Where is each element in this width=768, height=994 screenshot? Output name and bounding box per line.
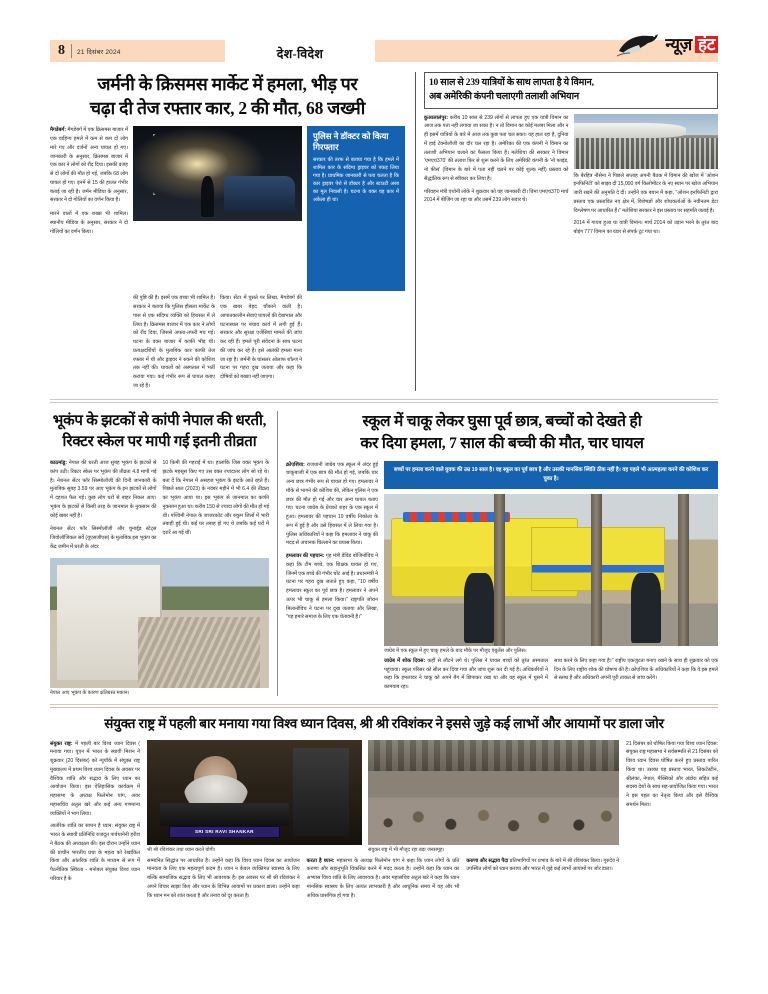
plane-headline-line2: अब अमेरिकी कंपनी चलाएगी तलाशी अभियान — [429, 92, 579, 103]
germany-col-1 — [50, 126, 128, 390]
un-col4-body: प्रतिभागियों पर प्रभाव के बारे में श्री रविशंकर किया। गुरुदेव ने उपस्थित लोगों को ध्यान कराया और भारत में जुड़े कई लाभों आयामों पर जोर डाला। — [466, 857, 620, 873]
un-col3-text — [307, 857, 460, 901]
nepal-col1-text — [50, 459, 157, 520]
plane-headline — [429, 76, 713, 105]
masthead — [50, 34, 718, 66]
plane-photo — [574, 114, 719, 169]
story-nepal — [50, 411, 278, 696]
plane-col2-body: कि बेरहित्र नौसेना ने पिछले सप्ताह अपनी बैठक में विमान की खोज में 'ओशन इनफिनिटी' को साझा दी 15,000 वर्ग किलोमीटर के नए स्थान पर खोज अभियान जारी रखने की अनुमति दे दी। उन्होंने एक बयान में कहा, "ओशन इनफिनिटी द्वारा प्रस्ताव एक प्रस्तावित नए क्षेत्र में, विशेषज्ञों और शोधकर्ताओं के नवीनतम डेटा विश्लेषण पर आधारित हैं।" मलेशिया सरकार ने इस प्रस्ताव पर सहमति जताई है। — [573, 172, 718, 214]
story-germany — [50, 72, 405, 391]
plane-col2-body-b: 2014 में गायब हुआ था यात्री विमान। मार्च 2014 को उड़ान भरने के तुरंत बाद बोइंग 777 विमान का रडार से संपर्क टूट गया था। — [573, 220, 718, 235]
masthead-right — [375, 34, 718, 62]
germany-headline — [50, 72, 405, 120]
un-col1-text — [50, 740, 140, 819]
page-number: 8 — [58, 44, 72, 58]
school-col4-body: साथ करने के लिए कहा गया है।" राष्ट्रीय एकजुटता बनाए रखने के साथ ही शुक्रवार को एक दिन के लिए राष्ट्रीय शोक की घोषणा की है। क्रोएशिया के अधिकारियों ने कहा कि वे इस हमले से स्तब्ध हैं और अधिकारी अपनी पूरी ताकत से जांच करेंगे। — [554, 657, 718, 682]
podium-desk — [160, 803, 289, 826]
un-photo-ravishankar — [147, 740, 362, 845]
un-col-1 — [50, 740, 140, 901]
un-headline: संयुक्त राष्ट्र में पहली बार मनाया गया विश्व ध्यान दिवस, श्री श्री रविशंकर ने इससे जुड़े कई लाभों और आयामों पर डाला जोर — [104, 715, 664, 731]
school-fact-strip: बच्चों पर हमला करने वाले युवक की उम्र 19 साल है। वह स्कूल का पूर्व छात्र है और उसकी मानसिक स्थिति ठीक नहीं है। वह पहले भी आत्महत्या करने की कोशिश कर चुका है। — [384, 461, 718, 489]
nepal-headline — [50, 411, 269, 454]
germany-headline-line1: जर्मनी के क्रिसमस मार्केट में हमला, भीड़ पर — [97, 74, 358, 94]
un-col1-text-b: आतंरिक शांति का साधन है ध्यान: संयुक्त राष्ट्र में भारत के स्थायी प्रतिनिधि राजदूत पार्वथानेनी हरीश ने बैठक की अध्यक्षता की। इस दौरान उन्होंने ध्यान की प्राचीन भारतीय प्रथा के महत्व को रेखांकित किया और आंतरिक शांति के माध्यम से रूप में पैठनीतिक स्थिरता - मनोबल संयुक्त विश्व ध्यान परिवार है के — [50, 823, 140, 882]
un-col2-body: सम्मानित सिद्धांत पर आधारित है। उन्होंने कहा कि विश्व ध्यान दिवस का आयोजन मानवता के लिए एक महत्वपूर्ण कदम है। ध्यान न केवल व्यक्तिगत स्वास्थ्य के लिए बल्कि सामाजिक सद्भाव के लिए भी आवश्यक है। इस अवसर पर श्री श्री रविशंकर ने अपने विचार साझा किए और ध्यान के विभिन्न आयामों पर प्रकाश डाला। उन्होंने कहा कि ध्यान मन को शांत करता है और तनाव को दूर करता है। — [147, 857, 300, 899]
germany-dateline: मैगडेबर्ग: — [50, 127, 67, 134]
plane-col-2 — [574, 114, 719, 237]
police-officer — [201, 176, 215, 218]
callout-body: सरकार की तरफ से बताया गया है कि हमले में शामिल कार के संदिग्ध ड्राइवर को पकड़ लिया गया है। प्राथमिक जानकारी से पता चलता है कि कार ड्राइवर पेशे से डॉक्टर है और स्टाउटी अरब का मूल निवासी है। घटना के वक्त वह कार में अकेला ही था। — [313, 156, 399, 203]
plane-col1-text-b: परिवहन मंत्री एंथोनी लोके ने शुक्रवार को यह जानकारी दी। विमा एमएच370 मार्च 2014 में बीजिंग जा रहा था और उसमें 239 लोग सवार थे। — [424, 188, 569, 204]
school-col2-body: गृह मंत्री डेविड बोजिनोविच ने कहा कि टीम बच्चे, एक शिक्षक घायल हो गए, जिनमें एक बच्चे की गंभीर चोट आई है। प्रधानमंत्री ने घटना पर गहरा दुख जताते हुए कहा, "10 वर्षीय हमलावर स्कूल का पूर्व छात्र है। हमलावर ने अपने ऊपर भी चाकू से हमला किया।" राष्ट्रपति जोरान मिलानोविच ने घटना पर दुख जताया और लिखा, "यह हमारे समाज के लिए एक चेतावनी है।" — [286, 553, 378, 621]
school-col3-body: कहीं से लौटने लगे थे। पुलिस ने घायल बच्चों को तुरंत अस्पताल पहुंचाया। स्कूल परिसर को सील कर दिया गया और जांच शुरू कर दी गई है। अधिकारियों ने कहा कि हमलावर ने चाकू को अपने बैग में छिपाकर रखा था और वह स्कूल में घुसने में कामयाब रहा। — [384, 657, 549, 691]
un-col5-body: 21 दिसंबर को घोषित किया गया विश्व ध्यान दिवस: संयुक्त राष्ट्र महासभा ने सर्वसम्मति से 21 दिसंबर को विश्व ध्यान दिवस घोषित करने हुए प्रस्ताव पारित किया था। उसका यह प्रस्ताव भारत, लिकटेंस्टीन, श्रीलंका, नेपाल, मैक्सिको और अंडोरा सहित कई सदस्य देशों के साथ सह-प्रायोजित किया गया। भारत ने इस पहल का नेतृत्व किया और इसे वैश्विक समर्थन मिला। — [626, 740, 718, 808]
nepal-col-1 — [50, 459, 157, 552]
un-col-5 — [626, 740, 718, 901]
plane-headline-box — [424, 72, 718, 109]
school-dateline: क्रोएशिया: — [286, 461, 305, 468]
divider-2b — [50, 707, 718, 708]
un-col3-body: महासभा के अध्यक्ष फिलेमोन यांग ने कहा कि ध्यान लोगों के प्रति करुणा और सहानुभूति विकसित करने में मदद करता है। उन्होंने कहा कि ध्यान का अभ्यास विश्व शांति के लिए आवश्यक है। अवर महासचिव अतुल खरे ने कहा कि ध्यान मानसिक स्वास्थ्य के लिए अत्यंत लाभकारी है और आधुनिक समय में यह और भी अधिक प्रासंगिक हो गया है। — [306, 857, 460, 899]
school-col1-sub — [286, 552, 378, 622]
nepal-photo — [50, 558, 269, 688]
tree-trunk-2 — [591, 494, 602, 646]
plane-headline-line1: 10 साल से 239 यात्रियों के साथ लापता है ये विमान, — [429, 78, 594, 88]
un-col4-subhead: करुणा और सद्भाव पैदा — [466, 857, 509, 864]
school-col1-body: राजधानी जाग्रेब एक स्कूल में अंदर हुई चाकूबाजी में एक छात्र की मौत हो गई, जबकि चार अन्य छात्र गंभीर रूप से घायल हो गए। हमलावर ने मौके से भागने की कोशिश की, लेकिन पुलिस ने एक छात्र की मौत हो गई और चार अन्य घायल बताए गए। घटना जाग्रेब के प्रेचको शहर के एक स्कूल में हुआ। हमलावर की पहचान 19 वर्षीय निकोला के रूप में हुई है और उसे हिरासत में ले लिया गया है। पुलिस अधिकारियों ने कहा कि हमलावर ने चाकू की मदद से अचानक चिल्लाने का प्रयास किया। — [286, 461, 378, 547]
germany-col1-body: मैगडेबर्ग में एक क्रिसमस बाजार में एक वाहिन्य हमले में कम से कम दो लोग मारे गए और दर्जनों अन्य घायल हो गए। जानकारी के अनुसार, क्रिसमस बाजार में एक कार ने लोगों को रौंद दिया। इसकी वजह से दो लोगों की मौत हो गई, जबकि 68 लोग घायल हो गए। इनमें से 15 की हालत गंभीर बताई जा रही है। जर्मन मीडिया के अनुसार, सरकार ने दो गोलियों का वर्णन किया है। — [50, 127, 128, 204]
nepal-caption: नेपाल आए भूकंप के कारण क्षतिग्रस्त मकान। — [50, 689, 130, 696]
section-bottom — [50, 715, 718, 901]
callout-title: पुलिस ने डॉक्टर को किया गिरफ्तार — [313, 131, 389, 152]
divider-1b — [50, 402, 718, 403]
un-caption-right: संयुक्त राष्ट्र में भी मौजूद रहा बड़ा जनसमूह। — [368, 846, 445, 853]
un-photo-audience — [368, 740, 619, 845]
plane-col-1 — [424, 114, 569, 237]
school-caption: जाग्रेब में एक स्कूल में हुए चाकू हमले के बाद मौके पर मौजूद एंबुलेंस और पुलिस। — [384, 647, 527, 654]
un-official-figure — [293, 748, 349, 836]
masthead-left — [50, 40, 225, 62]
germany-col1-text — [50, 126, 128, 205]
police-officer-2 — [631, 573, 661, 643]
un-col1-body: में पहली बार विश्व ध्यान दिवस ( मनाया गया। यूएन में भारत के स्थायी मिशन ने शुक्रवार (20 दिसंबर) को न्यूयॉर्क में संयुक्त राष्ट्र मुख्यालय में प्रथम विश्व ध्यान दिवस के अवसर पर वैश्विक शांति और सद्भाव के लिए ध्यान का आयोजन किया। इस ऐतिहासिक कार्यक्रम में महासभा के अध्यक्ष फिलेमोन यांग, अवर महासचिव अतुल खरे और कई अन्य गणमान्य व्यक्तियों ने भाग लिया। — [50, 740, 140, 817]
school-col3-text — [384, 657, 548, 692]
nepal-headline-line2: रिक्टर स्केल पर मापी गई इतनी तीव्रता — [62, 433, 257, 450]
section-title: देश-विदेश — [276, 46, 324, 61]
nepal-col1-text-b: नेशनल सेंटर फॉर सिस्मोलॉजी और चुनाई्ड स्टेट्स जियोलॉजिकल सर्वे (यूएसजीएस) के मुताबिक इस भूकंप का केंद्र जमीन में धरती के अंदर — [50, 526, 157, 550]
germany-photo — [133, 126, 302, 221]
story-plane — [415, 72, 718, 391]
germany-col1-text-b: मारने वालों में एक शख्स भी शामिल। स्थानीय मीडिया के अनुसार, सरकार ने दो गोलियों का वर्णन किया। — [50, 211, 128, 235]
tree-trunk-3 — [678, 494, 689, 646]
plane-col1-body: करीब 10 साल से 239 लोगों से लापता हुए एक यात्री विमान का आज तक पता नहीं लगाया जा सका है। न तो विमान का कोई मलबा मिला और न ही इसमें यात्रियों के बारे में आज तक कुछ पता चल सका। यह हाल रहा है, दुनिया में हाई टेक्नोलॉजी का दौर चल रहा है। अमेरिका की एक कंपनी ने विमान का तलाशी अभियान चलाने का फैसला किया है। मलेशिया की सरकार ने विमान 'एमएच370' की तलाश फिर से शुरू करने के लिए अमेरिकी कंपनी के 'नो फाइंड, नो फीस' (विमान के बारे में पता नहीं चलने पर कोई शुल्क नहीं) प्रस्ताव को सैद्धांतिक रूप से स्वीकार कर लिया है। — [424, 114, 569, 182]
hound-dog-icon — [617, 29, 663, 59]
police-van — [224, 176, 295, 212]
section-top — [50, 72, 718, 391]
nepal-col1-body: नेपाल की धरती आज सुबह भूकंप के झटकों से कांप उठी। रिक्टर स्केल पर भूकंप की तीव्रता 4.8 मापी गई है। नेशनल सेंटर फॉर सिस्मोलॉजी की दिनी जानकारी के मुताबिक सुबह 3.59 पर आए भूकंप के इन झटकों से लोगों में दहशत फैल गई। कुछ लोग घरों से बाहर निकल आए। भूकंप के झटकों से किसी तरह के जानमाल के नुकसान की कोई खबर नहीं है। — [50, 460, 157, 519]
school-col1-text — [286, 461, 378, 549]
brand-name — [665, 36, 718, 53]
un-col4-text — [466, 857, 619, 901]
school-headline-line2: कर दिया हमला, 7 साल की बच्ची की मौत, चार घायल — [360, 434, 644, 452]
germany-callout-wrap — [307, 126, 405, 291]
school-col-1 — [286, 461, 378, 692]
brand-main: न्यूज़ — [665, 34, 692, 54]
nepal-dateline: काठमांडू: — [50, 460, 67, 467]
nepal-headline-line1: भूकंप के झटकों से कांपी नेपाल की धरती, — [52, 412, 267, 429]
school-headline-line1: स्कूल में चाकू लेकर घुसा पूर्व छात्र, बच्चों को देखते ही — [362, 412, 642, 430]
divider-2 — [50, 704, 718, 705]
un-dateline: संयुक्त राष्ट्र: — [50, 740, 73, 747]
story-school — [286, 411, 718, 696]
section-middle — [50, 411, 718, 696]
brand-logo — [617, 26, 718, 62]
name-plaque: SRI SRI RAVI SHANKAR — [169, 826, 281, 839]
police-officer-1 — [464, 573, 494, 643]
school-subhead-2: जाग्रेब में शोक दिवस: — [384, 657, 426, 664]
tree-trunk-1 — [494, 494, 505, 646]
brand-accent: हंट — [695, 36, 718, 53]
school-subhead-1: हमलावर की पहचान: — [286, 553, 325, 560]
publication-date: 21 दिसंबर 2024 — [77, 48, 121, 56]
nepal-col-2 — [163, 459, 270, 552]
police-arrest-callout — [307, 126, 405, 291]
un-caption-left: श्री श्री रविशंकर तथा ध्यान करते योगी। — [147, 846, 216, 853]
un-col3-subhead: करता है ध्यान: — [306, 857, 335, 864]
plane-col1-text — [424, 114, 569, 184]
nepal-col2-body: 10 किमी की गहराई में था। हालांकि जिस वक्त भूकंप के झटके महसूस किए गए उस वक्त ज्यादातर लोग सो रहे थे। बता दें कि नेपाल में असहज भूकंप के झटके आते रहते हैं। पिछले साल (2023) के नवंबर महीने में भी 6.4 की तीव्रता का भूकंप आया था। इस भूकंप से जानमाल का काफी नुकसान हुआ था। करीब 150 से ज्यादा लोगों की मौत हो गई थी। पश्चिमी नेपाल के जाजरकोट और रुकुम जिलों में भारी तबाही हुई थी। कई घर तबाह हो गए थे जबकि कई घरों में दरारें आ गई थीं। — [162, 460, 269, 537]
plane-dateline: कुआलालंपुर: — [424, 114, 449, 121]
divider-1 — [50, 399, 718, 400]
germany-col2-body: की पुष्टि की है। इसमें एक बच्चा भी शामिल है। सरकार ने बताया कि पुलिस हौसला मार्केट के पास से एक संदिग्ध व्यक्ति को हिरासत में ले लिया है। क्रिसमस बाजार में एक कार ने लोगों को रौंद दिया, जिससे अफरा-तफरी मच गई। घटना के वक्त बाजार में काफी भीड़ थी। प्रत्यक्षदर्शियों के मुताबिक कार काफी तेज रफ्तार में थी और ड्राइवर ने रुकने की कोशिश तक नहीं की। घायलों को अस्पताल में भर्ती कराया गया। कई गंभीर रूप से घायल बताए जा रहे हैं। — [133, 295, 215, 389]
school-photo — [384, 494, 718, 646]
germany-col3-body: किया। सेंटर में घुसते पर लिखा, मैगडेबर्ग की एक खबर बेहद चौंकाने वाली है। आपातकालीन सेवाएं घायलों की देखभाल और घटनास्थल पर बचाव कार्य में लगी हुई हैं। सरकार और सुरक्षा एजेंसियां मामले की जांच कर रही हैं। हमले पूरी संवेदना के साथ घटना की जांच कर रहे हैं। इसे आतंकी हमला माना जा रहा है। जर्मनी के चांसलर ओलाफ शॉल्ज ने घटना पर गहरा दुख जताया और कहा कि दोषियों को बख्शा नहीं जाएगा। — [220, 295, 302, 381]
school-headline — [286, 411, 718, 455]
germany-headline-line2: चढ़ा दी तेज रफ्तार कार, 2 की मौत, 68 जख्मी — [89, 98, 366, 119]
